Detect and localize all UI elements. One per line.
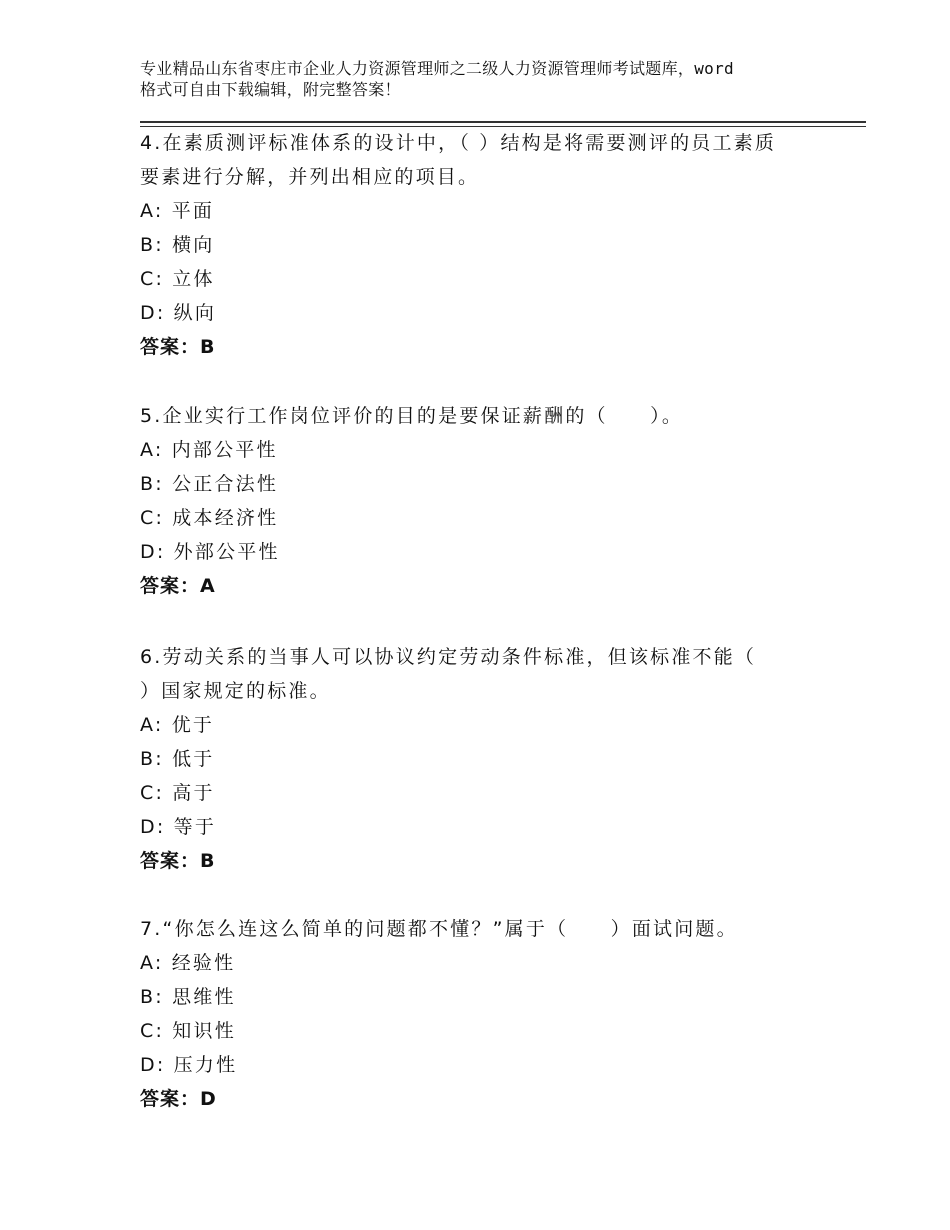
option-c: C: 高于	[140, 782, 215, 804]
option-b: B: 公正合法性	[140, 473, 279, 495]
option-b: B: 思维性	[140, 986, 236, 1008]
option-b: B: 低于	[140, 748, 215, 770]
question-stem: 7.“你怎么连这么简单的问题都不懂？”属于（ ）面试问题。	[140, 918, 738, 940]
option-d: D: 等于	[140, 816, 217, 838]
header-line-1: 专业精品山东省枣庄市企业人力资源管理师之二级人力资源管理师考试题库，word	[140, 59, 734, 78]
answer: 答案：B	[140, 850, 216, 872]
question-stem: ）国家规定的标准。	[140, 680, 331, 702]
option-a: A: 经验性	[140, 952, 236, 974]
question-4	[140, 126, 840, 364]
answer: 答案：A	[140, 575, 216, 597]
header-line-2: 格式可自由下载编辑，附完整答案！	[140, 80, 401, 99]
question-stem: 要素进行分解，并列出相应的项目。	[140, 166, 480, 188]
header-rule-thick	[140, 121, 866, 123]
question-7	[140, 912, 840, 1116]
option-b: B: 横向	[140, 234, 215, 256]
answer: 答案：D	[140, 1088, 217, 1110]
question-5	[140, 399, 840, 603]
question-6	[140, 640, 840, 878]
option-d: D: 纵向	[140, 302, 217, 324]
answer: 答案：B	[140, 336, 216, 358]
document-header	[140, 58, 830, 100]
option-d: D: 压力性	[140, 1054, 238, 1076]
question-stem: 6.劳动关系的当事人可以协议约定劳动条件标准，但该标准不能（	[140, 646, 757, 668]
option-a: A: 内部公平性	[140, 439, 278, 461]
option-a: A: 优于	[140, 714, 215, 736]
option-d: D: 外部公平性	[140, 541, 280, 563]
question-stem: 4.在素质测评标准体系的设计中，（ ）结构是将需要测评的员工素质	[140, 132, 777, 154]
question-stem: 5.企业实行工作岗位评价的目的是要保证薪酬的（ ）。	[140, 405, 684, 427]
option-c: C: 成本经济性	[140, 507, 279, 529]
option-a: A: 平面	[140, 200, 215, 222]
option-c: C: 立体	[140, 268, 215, 290]
option-c: C: 知识性	[140, 1020, 236, 1042]
